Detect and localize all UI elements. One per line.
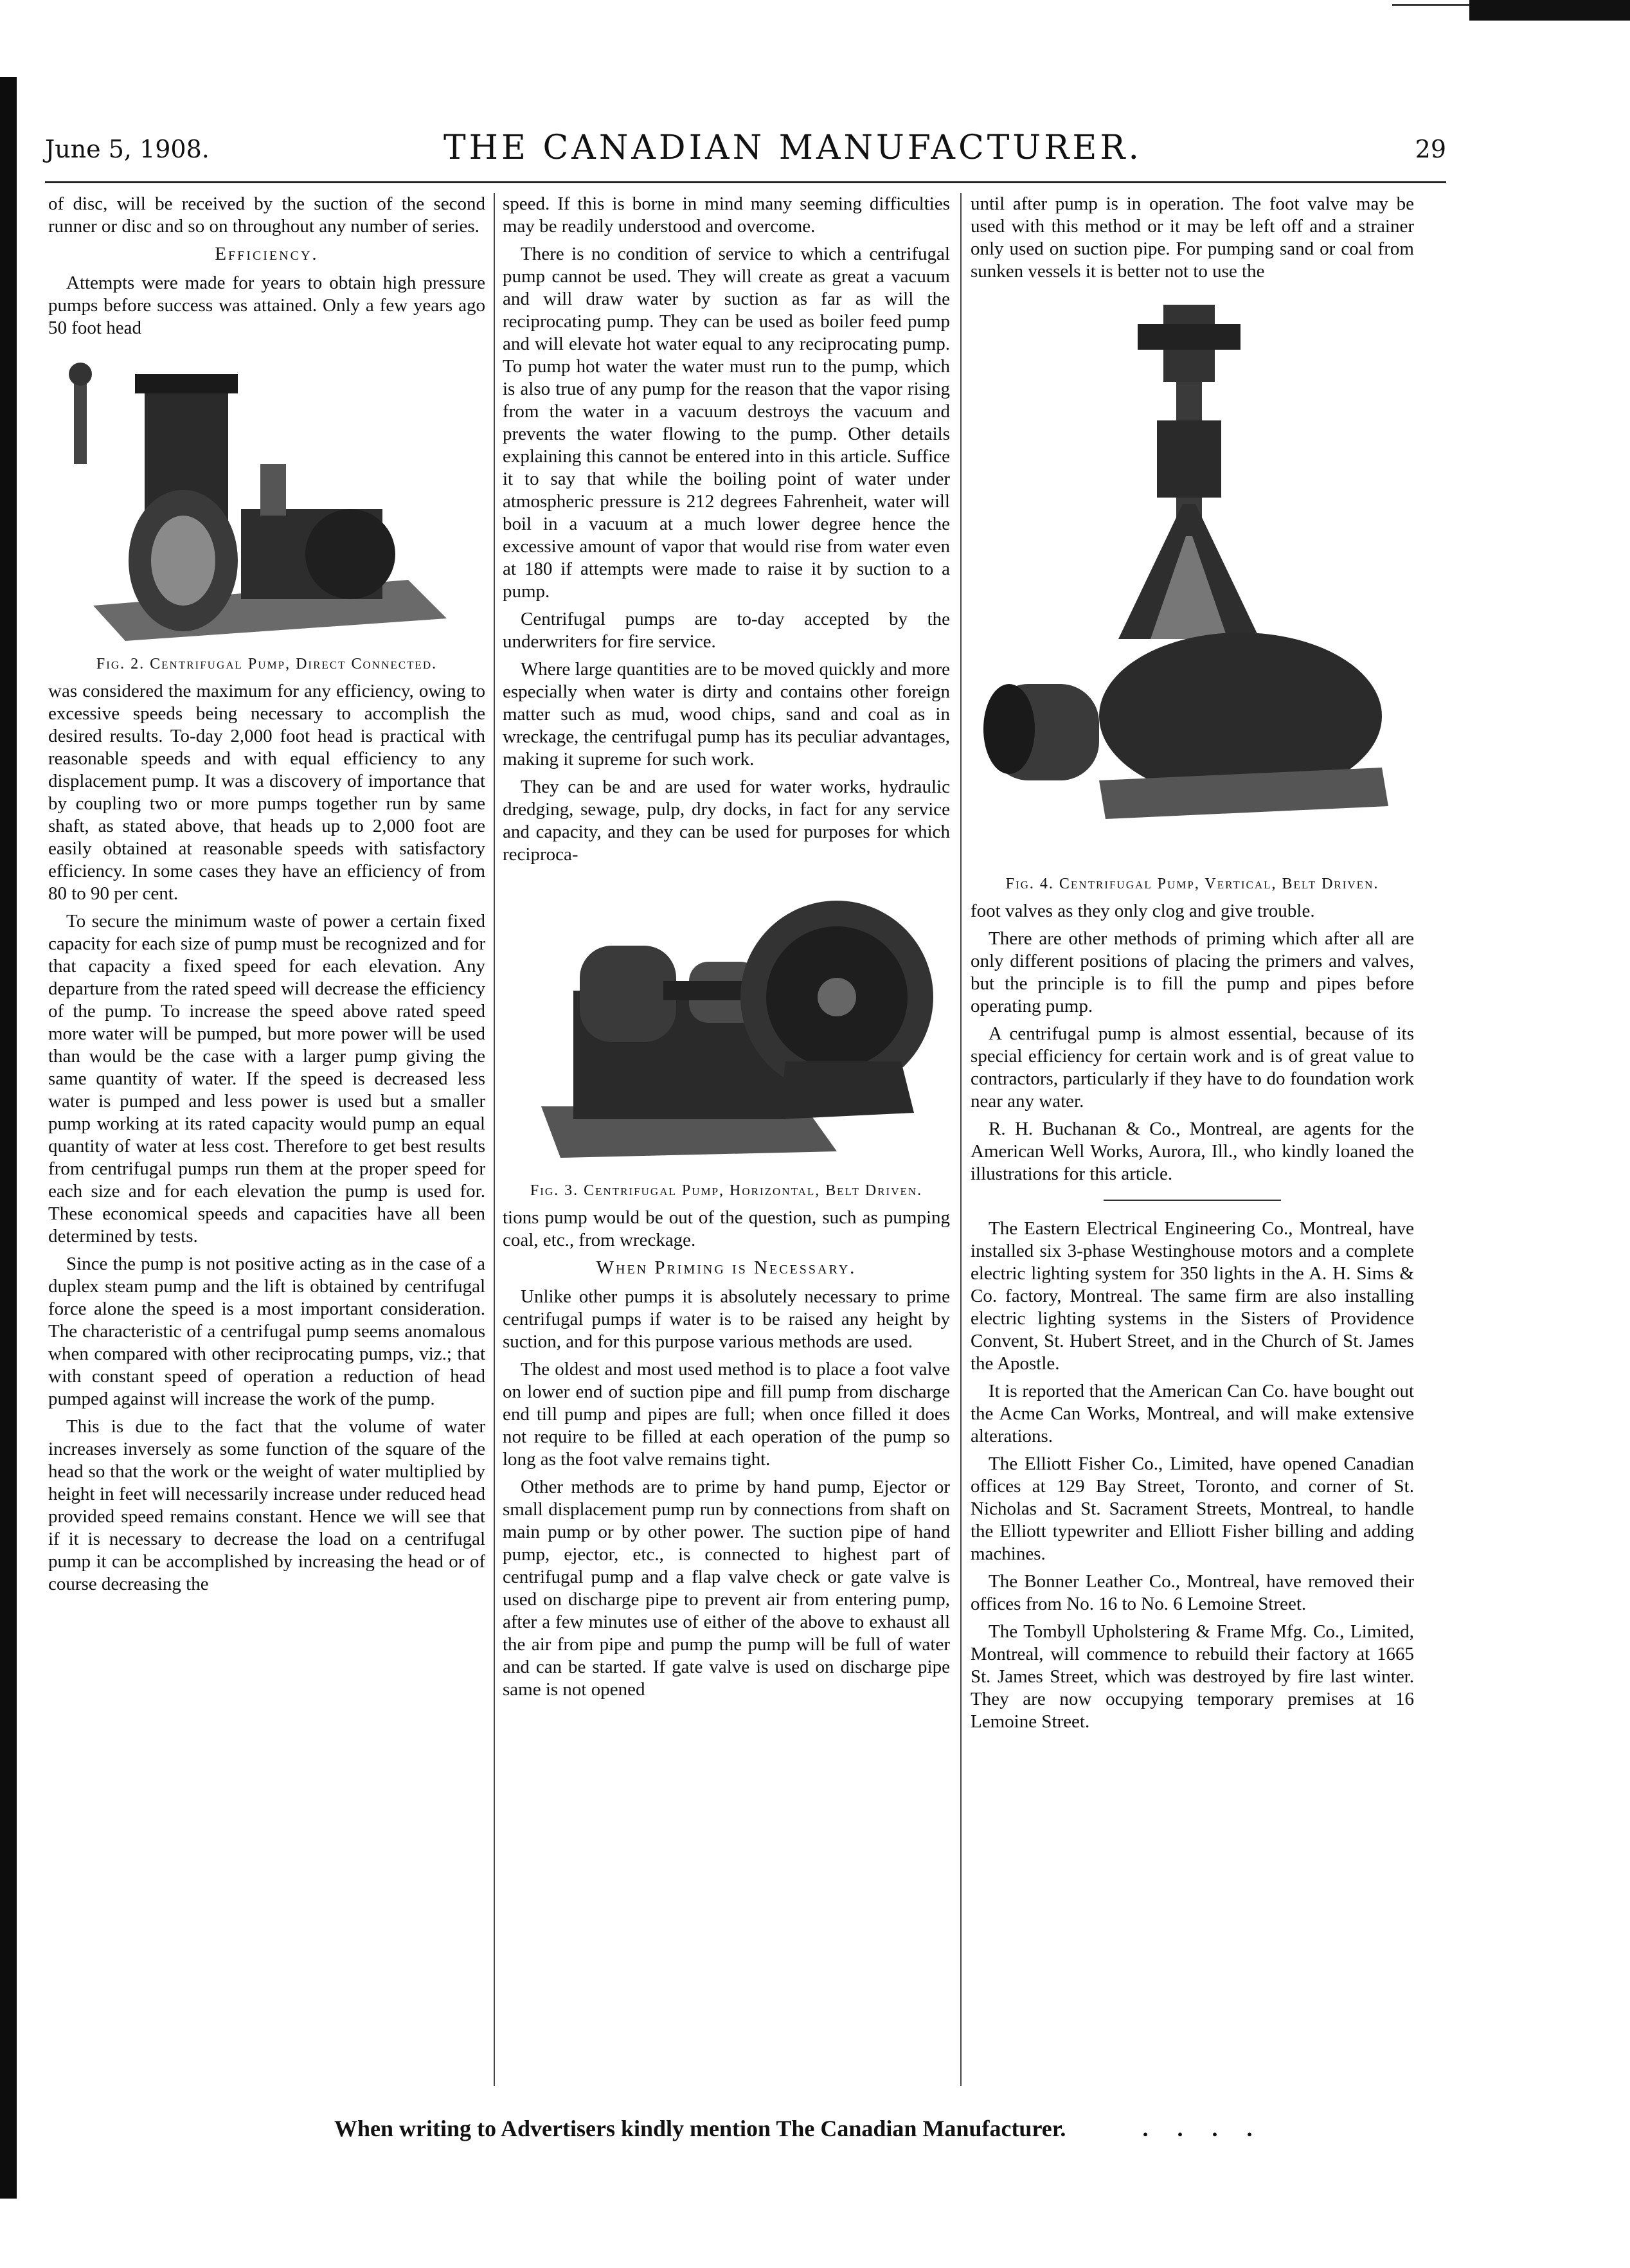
paragraph: was considered the maximum for any efficiency, owing to excessive speeds being necessary to accomplish the desired results. To-day 2,000 foot head is practical with reasonable speeds and with equal efficiency to any displacement pump. It was a discovery of importance that by coupling two or more pumps together run by same shaft, as stated above, that heads up to 2,000 foot are easily obtained at reasonable speeds with satisfactory efficiency. In some cases they have an efficiency of from 80 to 90 per cent. xyxy=(48,681,485,904)
paragraph: Other methods are to prime by hand pump, Ejector or small displacement pump run by connections from shaft on main pump or by other power. The suction pipe of hand pump, ejector, etc., is connected to highest part of centrifugal pump and a flap valve check or gate valve is used on discharge pipe to prevent air from entering pump, after a few minutes use of either of the above to exhaust all the air from pipe and pump the pump will be full of water and can be started. If gate valve is used on discharge pipe same is not opened xyxy=(503,1477,950,1700)
figure-2-caption: Fig. 2. Centrifugal Pump, Direct Connected. xyxy=(96,656,438,672)
header-rule xyxy=(45,181,1446,183)
paragraph: There are other methods of priming which after all are only different positions of placing the primers and valves, but the principle is to fill the pump and pipes before operating pump. xyxy=(971,928,1414,1016)
paragraph: The Elliott Fisher Co., Limited, have opened Canadian offices at 129 Bay Street, Toronto, and corner of St. Nicholas and St. Sacrament Streets, Montreal, to handle the Elliott typewriter and Elliott Fisher billing and adding machines. xyxy=(971,1454,1414,1564)
publication-title: THE CANADIAN MANUFACTURER. xyxy=(443,129,1143,167)
paragraph: It is reported that the American Can Co. have bought out the Acme Can Works, Montreal, and will make extensive alterations. xyxy=(971,1381,1414,1446)
section-heading-priming: When Priming is Necessary. xyxy=(596,1257,857,1278)
paragraph: Where large quantities are to be moved quickly and more especially when water is dirty and contains other foreign matter such as mud, wood chips, sand and coal as in wreckage, the centrifugal pump has its peculiar advantages, making it supreme for such work. xyxy=(503,659,950,770)
vertical-belt-pump-illustration xyxy=(971,292,1408,870)
paragraph: The Eastern Electrical Engineering Co., Montreal, have installed six 3-phase Westinghouse motors and a complete electric lighting system for 350 lights in the A. H. Sims & Co. factory, Montreal. The same firm are also installing electric lighting systems in the Sisters of Providence Convent, St. Hubert Street, and in the Church of St. James the Apostle. xyxy=(971,1218,1414,1374)
column-3 xyxy=(971,193,1414,2082)
paragraph: The Bonner Leather Co., Montreal, have removed their offices from No. 16 to No. 6 Lemoine Street. xyxy=(971,1571,1414,1614)
paragraph: Attempts were made for years to obtain high pressure pumps before success was attained. Only a few years ago 50 foot head xyxy=(48,273,485,338)
figure-4 xyxy=(971,292,1414,894)
column-2 xyxy=(503,193,950,2082)
paragraph: until after pump is in operation. The foot valve may be used with this method or it may be left off and a strainer only used on suction pipe. For pumping sand or coal from sunken vessels it is better not to use the xyxy=(971,194,1414,282)
corner-ink-line xyxy=(1392,4,1469,6)
column-divider-1 xyxy=(494,193,495,2086)
column-divider-2 xyxy=(960,193,962,2086)
page-spine-shadow xyxy=(0,77,17,2199)
paragraph: There is no condition of service to which a centrifugal pump cannot be used. They will create as great a vacuum and will draw water by suction as far as will the reciprocating pump. They can be used as boiler feed pump and will elevate hot water equal to any reciprocating pump. To pump hot water the water must run to the pump, which is also true of any pump for the reason that the vapor rising from the water in a vacuum destroys the vacuum and prevents the water flowing to the pump. Other details explaining this cannot be entered into in this article. Suffice it to say that while the boiling point of water under atmospheric pressure is 212 degrees Fahrenheit, water will boil in a vacuum at a much lower degree hence the excessive amount of vapor that would rise from water even at 180 if attempts were made to raise it by suction to a pump. xyxy=(503,244,950,602)
page-number: 29 xyxy=(1415,135,1446,163)
paragraph: Centrifugal pumps are to-day accepted by the underwriters for fire service. xyxy=(503,609,950,652)
paragraph: Unlike other pumps it is absolutely necessary to prime centrifugal pumps if water is to be raised any height by suction, and for this purpose various methods are used. xyxy=(503,1286,950,1352)
paragraph: The Tombyll Upholstering & Frame Mfg. Co., Limited, Montreal, will commence to rebuild their factory at 1665 St. James Street, which was destroyed by fire last winter. They are now occupying temporary premises at 16 Lemoine Street. xyxy=(971,1621,1414,1732)
paragraph: A centrifugal pump is almost essential, because of its special efficiency for certain work and is of great value to contractors, particularly if they have to do foundation work near any water. xyxy=(971,1023,1414,1112)
page-footer xyxy=(334,2115,1264,2142)
paragraph: R. H. Buchanan & Co., Montreal, are agents for the American Well Works, Aurora, Ill., who kindly loaned the illustrations for this article. xyxy=(971,1119,1414,1184)
paragraph: The oldest and most used method is to place a foot valve on lower end of suction pipe and fill pump from discharge end till pump and pipes are full; when once filled it does not require to be filled at each operation of the pump so long as the foot valve remains tight. xyxy=(503,1359,950,1470)
paragraph: tions pump would be out of the question, such as pumping coal, etc., from wreckage. xyxy=(503,1207,950,1250)
page-header xyxy=(45,129,1446,174)
section-heading-efficiency: Efficiency. xyxy=(215,244,319,264)
paragraph: of disc, will be received by the suction of the second runner or disc and so on throughout any number of series. xyxy=(48,194,485,237)
footer-note: When writing to Advertisers kindly mention The Canadian Manufacturer. xyxy=(334,2116,1066,2141)
paragraph: foot valves as they only clog and give trouble. xyxy=(971,901,1315,921)
figure-3 xyxy=(503,875,950,1200)
paragraph: speed. If this is borne in mind many seeming difficulties may be readily understood and overcome. xyxy=(503,194,950,237)
figure-2 xyxy=(48,348,485,674)
paragraph: Since the pump is not positive acting as in the case of a duplex steam pump and the lift is obtained by centrifugal force alone the speed is a most important consideration. The characteristic of a centrifugal pump seems anomalous when compared with other reciprocating pumps, viz.; that with constant speed of operation a reduction of head pumped against will increase the work of the pump. xyxy=(48,1254,485,1409)
paragraph: They can be and are used for water works, hydraulic dredging, sewage, pulp, dry docks, in fact for any service and capacity, and they can be used for purposes for which reciproca- xyxy=(503,777,950,865)
direct-connected-pump-illustration xyxy=(48,348,472,651)
column-1 xyxy=(48,193,485,2082)
corner-ink-bar xyxy=(1469,0,1630,21)
figure-3-caption: Fig. 3. Centrifugal Pump, Horizontal, Belt Driven. xyxy=(530,1182,923,1199)
issue-date: June 5, 1908. xyxy=(45,135,210,163)
footer-dots: . . . . xyxy=(1142,2116,1264,2141)
paragraph: This is due to the fact that the volume of water increases inversely as some function of the square of the head so that the work or the weight of water multiplied by height in feet will necessarily increase under reduced head provided speed remains constant. Hence we will see that if it is necessary to decrease the load on a centrifugal pump it can be accomplished by increasing the head or of course decreasing the xyxy=(48,1416,485,1594)
paragraph: To secure the minimum waste of power a certain fixed capacity for each size of pump must be recognized and for that capacity a fixed speed for each elevation. Any departure from the rated speed will decrease the efficiency of the pump. To increase the speed above rated speed more water will be pumped, but more power will be used than would be the case with a larger pump giving the same quantity of water. If the speed is decreased less water is pumped and less power is used but a smaller pump working at its rated capacity would pump an equal quantity of water at less cost. Therefore to get best results from centrifugal pumps run them at the proper speed for each size and for each elevation the pump is used for. These economical speeds and capacities have all been determined by tests. xyxy=(48,911,485,1246)
figure-4-caption: Fig. 4. Centrifugal Pump, Vertical, Belt Driven. xyxy=(1005,876,1379,892)
section-divider xyxy=(1104,1200,1281,1201)
horizontal-belt-pump-illustration xyxy=(503,875,946,1177)
